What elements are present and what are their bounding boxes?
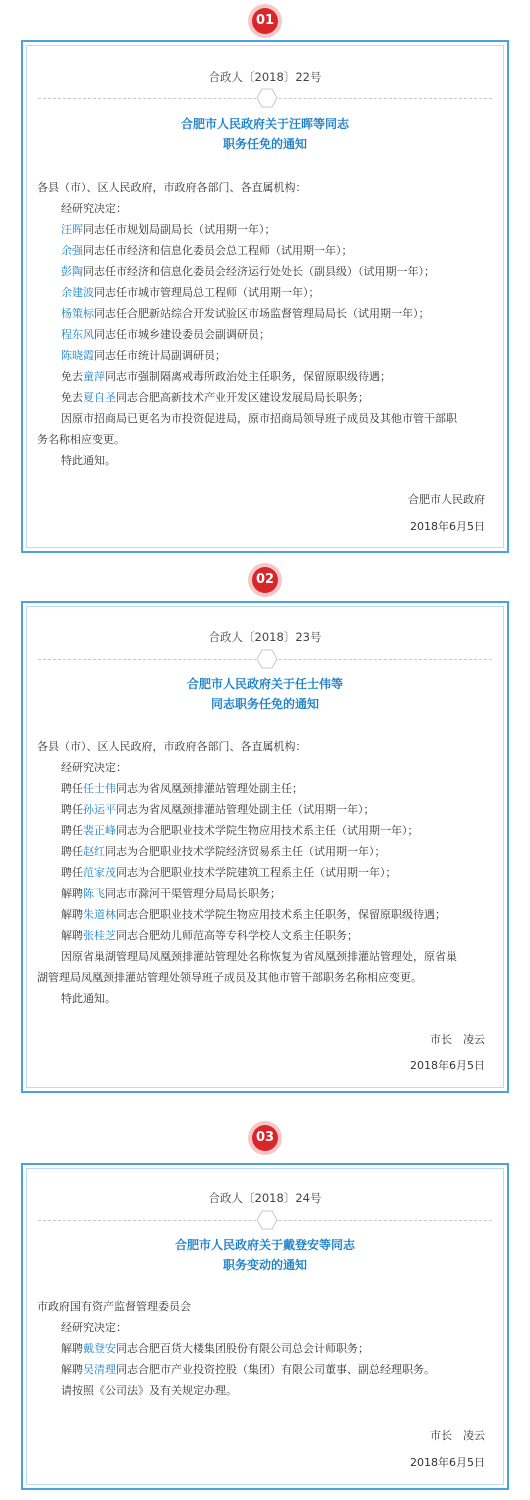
item-text: 同志合肥职业技术学院生物应用技术系主任职务，保留原职级待遇； [116, 908, 446, 921]
person-name: 汪晖 [61, 223, 83, 236]
person-name: 任士伟 [83, 782, 116, 795]
item-text: 同志合肥高新技术产业开发区建设发展局局长职务； [116, 391, 369, 404]
notice-body [37, 1296, 503, 1401]
decision-item [37, 324, 503, 345]
notice-title: 合肥市人民政府关于汪晖等同志 职务任免的通知 [180, 117, 349, 151]
item-action: 聘任 [61, 866, 83, 879]
item-action: 解聘 [61, 908, 83, 921]
decision-item [37, 219, 503, 240]
item-action: 解聘 [61, 887, 83, 900]
item-action: 聘任 [61, 803, 83, 816]
closing-text: 请按照《公司法》及有关规定办理。 [61, 1384, 237, 1397]
person-name: 朱道林 [83, 908, 116, 921]
item-action: 聘任 [61, 782, 83, 795]
person-name: 孙运平 [83, 803, 116, 816]
item-text: 同志为省凤凰颈排灌站管理处副主任； [116, 782, 303, 795]
closing-text: 因原市招商局已更名为市投资促进局，原市招商局领导班子成员及其他市管干部职 [61, 412, 457, 425]
item-text: 同志为合肥职业技术学院建筑工程系主任（试用期一年）； [116, 866, 397, 879]
closing-text-cont: 湖管理局凤凰颈排灌站管理处领导班子成员及其他市管干部职务名称相应变更。 [37, 971, 422, 984]
date: 2018年6月5日 [410, 520, 485, 533]
item-action: 解聘 [61, 1363, 83, 1376]
notice-title: 合肥市人民政府关于戴登安等同志 职务变动的通知 [174, 1238, 355, 1272]
item-text: 同志任市城市管理局总工程师（试用期一年）； [94, 286, 320, 299]
decision-item [37, 345, 503, 366]
item-text: 同志合肥市产业投资控股（集团）有限公司董事、副总经理职务。 [116, 1363, 435, 1376]
person-name: 彭陶 [61, 265, 83, 278]
decision-item [37, 778, 503, 799]
closing-text-cont: 务名称相应变更。 [37, 433, 125, 446]
person-name: 夏自圣 [83, 391, 116, 404]
decision-item [37, 366, 503, 387]
signer: 合肥市人民政府 [408, 493, 485, 506]
document-number: 合政人〔2018〕22号 [208, 70, 322, 84]
closing-text: 因原省巢湖管理局凤凰颈排灌站管理处名称恢复为省凤凰颈排灌站管理处，原省巢 [61, 950, 457, 963]
item-action: 解聘 [61, 929, 83, 942]
decision-item [37, 1338, 503, 1359]
decision-item [37, 883, 503, 904]
item-action: 解聘 [61, 1342, 83, 1355]
decision-item [37, 820, 503, 841]
decision-item [37, 261, 503, 282]
salutation: 各县（市）、区人民政府，市政府各部门、各直属机构： [37, 740, 307, 753]
person-name: 裴正峰 [83, 824, 116, 837]
section-badge-01: 01 [247, 4, 283, 38]
decision-item [37, 387, 503, 408]
person-name: 吴清理 [83, 1363, 116, 1376]
item-text: 同志合肥幼儿师范高等专科学校人文系主任职务； [116, 929, 358, 942]
item-action: 免去 [61, 370, 83, 383]
item-action: 聘任 [61, 824, 83, 837]
notice-body [37, 736, 503, 1009]
end-text: 特此通知。 [61, 454, 116, 467]
hexagon-ornament [256, 88, 278, 108]
item-text: 同志为合肥职业技术学院生物应用技术系主任（试用期一年）； [116, 824, 419, 837]
intro: 经研究决定： [61, 1321, 127, 1334]
item-text: 同志任合肥新站综合开发试验区市场监督管理局局长（试用期一年）； [94, 307, 430, 320]
person-name: 童萍 [83, 370, 105, 383]
person-name: 戴登安 [83, 1342, 116, 1355]
decision-item [37, 240, 503, 261]
item-text: 同志市滁河干渠管理分局局长职务； [105, 887, 281, 900]
signer: 市长 凌云 [430, 1033, 485, 1046]
decision-item [37, 904, 503, 925]
intro: 经研究决定： [61, 761, 127, 774]
notice-card-2 [21, 601, 509, 1093]
date: 2018年6月5日 [410, 1059, 485, 1072]
decision-item [37, 1359, 503, 1380]
notice-card-3 [21, 1163, 509, 1490]
person-name: 赵红 [83, 845, 105, 858]
person-name: 程东风 [61, 328, 94, 341]
date: 2018年6月5日 [410, 1456, 485, 1469]
hexagon-ornament [256, 649, 278, 669]
document-number: 合政人〔2018〕23号 [208, 630, 322, 644]
item-text: 同志任市经济和信息化委员会总工程师（试用期一年）； [83, 244, 353, 257]
item-text: 同志任市规划局副局长（试用期一年）； [83, 223, 276, 236]
decision-item [37, 282, 503, 303]
item-text: 同志任市城乡建设委员会副调研员； [94, 328, 270, 341]
item-text: 同志任市经济和信息化委员会经济运行处处长（副县级）（试用期一年）； [83, 265, 435, 278]
item-text: 同志任市统计局副调研员； [94, 349, 226, 362]
item-action: 免去 [61, 391, 83, 404]
decision-item [37, 841, 503, 862]
item-action: 聘任 [61, 845, 83, 858]
salutation: 各县（市）、区人民政府，市政府各部门、各直属机构： [37, 181, 307, 194]
item-text: 同志合肥百货大楼集团股份有限公司总会计师职务； [116, 1342, 369, 1355]
notice-body [37, 177, 503, 471]
person-name: 陈飞 [83, 887, 105, 900]
decision-item [37, 925, 503, 946]
item-text: 同志为合肥职业技术学院经济贸易系主任（试用期一年）； [105, 845, 386, 858]
person-name: 余强 [61, 244, 83, 257]
section-badge-03: 03 [247, 1121, 283, 1155]
person-name: 杨策标 [61, 307, 94, 320]
item-text: 同志为省凤凰颈排灌站管理处副主任（试用期一年）； [116, 803, 375, 816]
notice-card-1 [21, 40, 509, 553]
decision-item [37, 862, 503, 883]
person-name: 余建波 [61, 286, 94, 299]
section-badge-02: 02 [247, 563, 283, 597]
salutation: 市政府国有资产监督管理委员会 [37, 1300, 191, 1313]
document-number: 合政人〔2018〕24号 [208, 1191, 322, 1205]
item-text: 同志市强制隔离戒毒所政治处主任职务，保留原职级待遇； [105, 370, 391, 383]
end-text: 特此通知。 [61, 992, 116, 1005]
notice-title: 合肥市人民政府关于任士伟等 同志职务任免的通知 [186, 677, 343, 711]
person-name: 张桂芝 [83, 929, 116, 942]
intro: 经研究决定： [61, 202, 127, 215]
person-name: 范家茂 [83, 866, 116, 879]
person-name: 陈晓霞 [61, 349, 94, 362]
decision-item [37, 799, 503, 820]
hexagon-ornament [256, 1210, 278, 1230]
signer: 市长 凌云 [430, 1429, 485, 1442]
decision-item [37, 303, 503, 324]
